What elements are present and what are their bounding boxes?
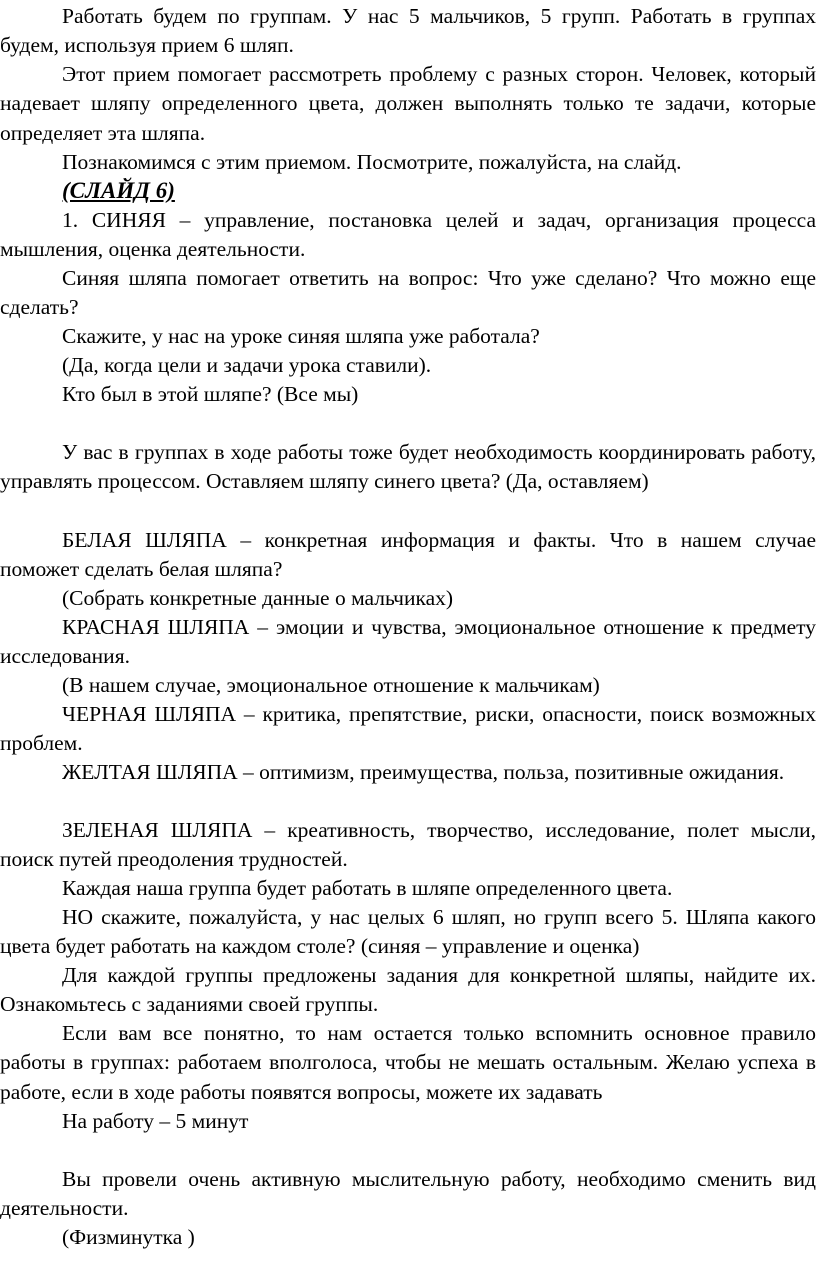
paragraph-white-answer: (Собрать конкретные данные о мальчиках) [62,586,454,610]
paragraph-fizminutka: (Физминутка ) [62,1225,195,1249]
paragraph-tasks: Для каждой группы предложены задания для конкретной шляпы, найдите их. Ознакомьтесь с заданиями своей группы. [0,963,816,1017]
paragraph-who-blue: Кто был в этой шляпе? (Все мы) [62,382,359,406]
slide-heading: (СЛАЙД 6) [62,178,175,203]
paragraph-black-hat: ЧЕРНАЯ ШЛЯПА – критика, препятствие, риски, опасности, поиск возможных проблем. [0,702,816,756]
paragraph-blue-question: Синяя шляпа помогает ответить на вопрос: Что уже сделано? Что можно еще сделать? [0,266,816,320]
paragraph-yellow-hat: ЖЕЛТАЯ ШЛЯПА – оптимизм, преимущества, польза, позитивные ожидания. [62,760,785,784]
paragraph-method: Этот прием помогает рассмотреть проблему с разных сторон. Человек, который надевает шляпу определенного цвета, должен выполнять только те задачи, которые определяет эта шляпа. [0,62,816,145]
paragraph-rules: Если вам все понятно, то нам остается только вспомнить основное правило работы в группах: работаем вполголоса, чтобы не мешать остальным. Желаю успеха в работе, если в ходе работы появятся вопросы, можете их задавать [0,1021,816,1104]
paragraph-ask-blue: Скажите, у нас на уроке синяя шляпа уже работала? [62,324,540,348]
paragraph-white-hat: БЕЛАЯ ШЛЯПА – конкретная информация и факты. Что в нашем случае поможет сделать белая шляпа? [0,528,816,582]
paragraph-six-hats-five-groups: НО скажите, пожалуйста, у нас целых 6 шляп, но групп всего 5. Шляпа какого цвета будет работать на каждом столе? (синяя – управление и оценка) [0,905,816,959]
paragraph-green-hat: ЗЕЛЕНАЯ ШЛЯПА – креативность, творчество, исследование, полет мысли, поиск путей преодоления трудностей. [0,818,816,872]
paragraph-intro: Работать будем по группам. У нас 5 мальчиков, 5 групп. Работать в группах будем, используя прием 6 шляп. [0,4,816,58]
paragraph-answer-blue: (Да, когда цели и задачи урока ставили). [62,353,432,377]
paragraph-each-group: Каждая наша группа будет работать в шляпе определенного цвета. [62,876,673,900]
paragraph-time: На работу – 5 минут [62,1109,249,1133]
paragraph-blue-hat: 1. СИНЯЯ – управление, постановка целей и задач, организация процесса мышления, оценка деятельности. [0,208,816,262]
paragraph-change-activity: Вы провели очень активную мыслительную работу, необходимо сменить вид деятельности. [0,1167,816,1221]
paragraph-groups-coordinate: У вас в группах в ходе работы тоже будет необходимость координировать работу, управлять процессом. Оставляем шляпу синего цвета? (Да, оставляем) [0,440,816,494]
paragraph-red-answer: (В нашем случае, эмоциональное отношение к мальчикам) [62,673,600,697]
paragraph-red-hat: КРАСНАЯ ШЛЯПА – эмоции и чувства, эмоциональное отношение к предмету исследования. [0,615,816,669]
paragraph-slide-intro: Познакомимся с этим приемом. Посмотрите, пожалуйста, на слайд. [62,150,682,174]
